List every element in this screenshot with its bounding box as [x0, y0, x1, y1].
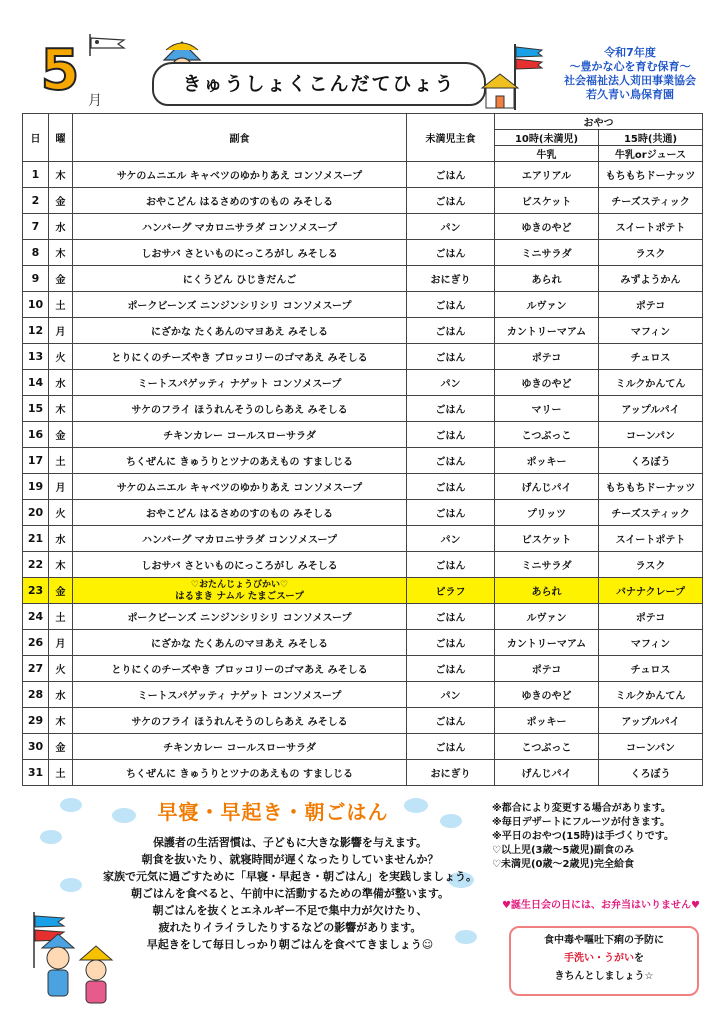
header-snack-15: 15時(共通) — [599, 130, 703, 146]
day-cell: 23 — [23, 578, 49, 604]
day-cell: 22 — [23, 552, 49, 578]
side-dish-cell: おやこどん はるさめのすのもの みそしる — [73, 500, 407, 526]
staple-cell: ごはん — [407, 448, 495, 474]
snack-10-cell: プリッツ — [495, 500, 599, 526]
snack-15-cell: ポテコ — [599, 604, 703, 630]
day-cell: 29 — [23, 708, 49, 734]
birthday-note: ♥誕生日会の日には、お弁当はいりません♥ — [502, 900, 700, 911]
day-cell: 24 — [23, 604, 49, 630]
staple-cell: ごはん — [407, 604, 495, 630]
menu-row — [23, 578, 703, 604]
snack-10-cell: ポテコ — [495, 656, 599, 682]
snack-15-cell: スイートポテト — [599, 214, 703, 240]
day-cell: 9 — [23, 266, 49, 292]
staple-cell: パン — [407, 526, 495, 552]
cloud-decoration — [440, 814, 462, 828]
side-dish-cell: しおサバ さといものにっころがし みそしる — [73, 552, 407, 578]
menu-row — [23, 604, 703, 630]
side-dish-cell: ポークビーンズ ニンジンシリシリ コンソメスープ — [73, 604, 407, 630]
snack-10-cell: カントリーマアム — [495, 318, 599, 344]
snack-10-cell: ビスケット — [495, 526, 599, 552]
weekday-cell: 金 — [49, 578, 73, 604]
staple-cell: パン — [407, 214, 495, 240]
snack-10-cell: エアリアル — [495, 162, 599, 188]
snack-10-cell: カントリーマアム — [495, 630, 599, 656]
weekday-cell: 月 — [49, 474, 73, 500]
day-cell: 10 — [23, 292, 49, 318]
snack-10-cell: ミニサラダ — [495, 240, 599, 266]
weekday-cell: 木 — [49, 552, 73, 578]
side-dish-cell: チキンカレー コールスローサラダ — [73, 422, 407, 448]
header — [0, 0, 723, 112]
snack-15-cell: バナナクレープ — [599, 578, 703, 604]
snack-15-cell: チュロス — [599, 656, 703, 682]
side-dish-cell: サケのムニエル キャベツのゆかりあえ コンソメスープ — [73, 162, 407, 188]
snack-10-cell: ポッキー — [495, 448, 599, 474]
weekday-cell: 金 — [49, 422, 73, 448]
month-unit: 月 — [88, 93, 102, 109]
staple-cell: ごはん — [407, 656, 495, 682]
staple-cell: ごはん — [407, 162, 495, 188]
snack-15-cell: チーズスティック — [599, 500, 703, 526]
cloud-decoration — [40, 830, 62, 844]
org-line: 若久青い鳥保育園 — [586, 88, 674, 101]
day-cell: 1 — [23, 162, 49, 188]
message-line: 疲れたりイライラしたりするなどの影響があります。 — [158, 921, 422, 934]
menu-row — [23, 474, 703, 500]
side-dish-cell: ハンバーグ マカロニサラダ コンソメスープ — [73, 214, 407, 240]
weekday-cell: 土 — [49, 448, 73, 474]
snack-15-cell: マフィン — [599, 318, 703, 344]
menu-row — [23, 162, 703, 188]
header-weekday: 曜 — [49, 114, 73, 162]
month-number: 5 — [40, 38, 80, 103]
hygiene-notice — [509, 926, 699, 996]
snack-15-cell: ポテコ — [599, 292, 703, 318]
weekday-cell: 水 — [49, 370, 73, 396]
side-dish-cell: サケのフライ ほうれんそうのしらあえ みそしる — [73, 708, 407, 734]
weekday-cell: 金 — [49, 188, 73, 214]
side-dish-cell: ちくぜんに きゅうりとツナのあえもの すましじる — [73, 760, 407, 786]
menu-row — [23, 734, 703, 760]
side-dish-cell: サケのフライ ほうれんそうのしらあえ みそしる — [73, 396, 407, 422]
snack-15-cell: もちもちドーナッツ — [599, 474, 703, 500]
header-snack-10: 10時(未満児) — [495, 130, 599, 146]
staple-cell: おにぎり — [407, 760, 495, 786]
snack-10-cell: ルヴァン — [495, 292, 599, 318]
snack-10-cell: マリー — [495, 396, 599, 422]
header-snack-group: おやつ — [495, 114, 703, 130]
snack-15-cell: みずようかん — [599, 266, 703, 292]
menu-row — [23, 760, 703, 786]
snack-15-cell: スイートポテト — [599, 526, 703, 552]
staple-cell: ごはん — [407, 552, 495, 578]
menu-row — [23, 214, 703, 240]
snack-10-cell: ゆきのやど — [495, 682, 599, 708]
message-line: 朝ごはんを抜くとエネルギー不足で集中力が欠けたり、 — [152, 904, 428, 917]
side-dish-text: はるまき ナムル たまごスープ — [175, 590, 304, 602]
weekday-cell: 木 — [49, 162, 73, 188]
message-block — [90, 834, 490, 953]
message-line: 早起きをして毎日しっかり朝ごはんを食べてきましょう☺ — [146, 938, 434, 951]
staple-cell: ごはん — [407, 708, 495, 734]
snack-15-cell: ラスク — [599, 552, 703, 578]
message-line: 保護者の生活習慣は、子どもに大きな影響を与えます。 — [152, 836, 428, 849]
menu-row — [23, 708, 703, 734]
section-title: 早寝・早起き・朝ごはん — [157, 800, 389, 824]
day-cell: 15 — [23, 396, 49, 422]
side-dish-cell: しおサバ さといものにっころがし みそしる — [73, 240, 407, 266]
school-house-icon — [480, 44, 544, 110]
snack-10-cell: げんじパイ — [495, 474, 599, 500]
snack-15-cell: アップルパイ — [599, 708, 703, 734]
snack-15-cell: くろぼう — [599, 448, 703, 474]
menu-row — [23, 552, 703, 578]
staple-cell: ごはん — [407, 396, 495, 422]
staple-cell: ごはん — [407, 630, 495, 656]
menu-row — [23, 266, 703, 292]
side-dish-cell — [73, 578, 407, 604]
day-cell: 12 — [23, 318, 49, 344]
side-dish-cell: とりにくのチーズやき ブロッコリーのゴマあえ みそしる — [73, 344, 407, 370]
bottom-section — [0, 790, 723, 1024]
hygiene-line: 食中毒や嘔吐下痢の予防に — [544, 935, 664, 946]
cloud-decoration — [404, 798, 428, 813]
koinobori-icon — [86, 34, 130, 56]
day-cell: 14 — [23, 370, 49, 396]
weekday-cell: 木 — [49, 240, 73, 266]
staple-cell: ごはん — [407, 734, 495, 760]
weekday-cell: 水 — [49, 214, 73, 240]
header-milk-15: 牛乳orジュース — [599, 146, 703, 162]
snack-10-cell: ゆきのやど — [495, 214, 599, 240]
day-cell: 17 — [23, 448, 49, 474]
weekday-cell: 金 — [49, 266, 73, 292]
day-cell: 13 — [23, 344, 49, 370]
day-cell: 20 — [23, 500, 49, 526]
header-side-dish: 副食 — [73, 114, 407, 162]
day-cell: 21 — [23, 526, 49, 552]
hygiene-emphasis: 手洗い・うがい — [564, 953, 634, 964]
staple-cell: ごはん — [407, 500, 495, 526]
snack-10-cell: ポテコ — [495, 344, 599, 370]
weekday-cell: 火 — [49, 500, 73, 526]
menu-row — [23, 630, 703, 656]
organization-info — [545, 46, 715, 102]
snack-15-cell: くろぼう — [599, 760, 703, 786]
snack-15-cell: コーンパン — [599, 734, 703, 760]
snack-15-cell: ミルクかんてん — [599, 682, 703, 708]
weekday-cell: 金 — [49, 734, 73, 760]
snack-15-cell: マフィン — [599, 630, 703, 656]
snack-15-cell: チーズスティック — [599, 188, 703, 214]
weekday-cell: 月 — [49, 318, 73, 344]
side-dish-cell: にざかな たくあんのマヨあえ みそしる — [73, 318, 407, 344]
message-line: 朝食を抜いたり、就寝時間が遅くなったりしていませんか？ — [141, 853, 439, 866]
header-milk-10: 牛乳 — [495, 146, 599, 162]
note-line: ♡以上児(3歳～5歳児)副食のみ — [492, 845, 635, 856]
snack-15-cell: ラスク — [599, 240, 703, 266]
menu-row — [23, 370, 703, 396]
weekday-cell: 火 — [49, 656, 73, 682]
staple-cell: パン — [407, 370, 495, 396]
weekday-cell: 木 — [49, 708, 73, 734]
staple-cell: パン — [407, 682, 495, 708]
snack-10-cell: こつぶっこ — [495, 422, 599, 448]
staple-cell: ごはん — [407, 422, 495, 448]
day-cell: 26 — [23, 630, 49, 656]
staple-cell: ごはん — [407, 292, 495, 318]
snack-10-cell: ミニサラダ — [495, 552, 599, 578]
hygiene-line: きちんとしましょう☆ — [554, 971, 654, 982]
snack-15-cell: アップルパイ — [599, 396, 703, 422]
snack-10-cell: ポッキー — [495, 708, 599, 734]
staple-cell: ごはん — [407, 344, 495, 370]
day-cell: 27 — [23, 656, 49, 682]
weekday-cell: 月 — [49, 630, 73, 656]
menu-row — [23, 188, 703, 214]
snack-15-cell: チュロス — [599, 344, 703, 370]
menu-body — [23, 162, 703, 786]
snack-10-cell: あられ — [495, 266, 599, 292]
menu-row — [23, 292, 703, 318]
staple-cell: ごはん — [407, 318, 495, 344]
message-line: 家族で元気に過ごすために「早寝・早起き・朝ごはん」を実践しましょう。 — [103, 870, 477, 883]
staple-cell: ピラフ — [407, 578, 495, 604]
weekday-cell: 土 — [49, 292, 73, 318]
menu-table — [22, 113, 703, 786]
menu-row — [23, 344, 703, 370]
hygiene-line — [511, 950, 697, 968]
staple-cell: おにぎり — [407, 266, 495, 292]
page-title: きゅうしょくこんだてひょう — [152, 62, 486, 106]
weekday-cell: 水 — [49, 682, 73, 708]
snack-15-cell: もちもちドーナッツ — [599, 162, 703, 188]
side-dish-cell: おやこどん はるさめのすのもの みそしる — [73, 188, 407, 214]
cloud-decoration — [60, 878, 82, 892]
side-dish-cell: チキンカレー コールスローサラダ — [73, 734, 407, 760]
note-line: ♡未満児(0歳～2歳児)完全給食 — [492, 859, 635, 870]
menu-row — [23, 656, 703, 682]
menu-row — [23, 240, 703, 266]
org-line: ～豊かな心を育む保育～ — [569, 60, 691, 73]
menu-row — [23, 396, 703, 422]
weekday-cell: 火 — [49, 344, 73, 370]
hygiene-suffix: を — [634, 953, 644, 964]
menu-row — [23, 500, 703, 526]
children-koinobori-icon — [24, 908, 134, 1008]
snack-15-cell: コーンパン — [599, 422, 703, 448]
header-day: 日 — [23, 114, 49, 162]
menu-row — [23, 318, 703, 344]
message-line: 朝ごはんを食べると、午前中に活動するための準備が整います。 — [130, 887, 450, 900]
snack-10-cell: こつぶっこ — [495, 734, 599, 760]
cloud-decoration — [60, 798, 82, 812]
weekday-cell: 木 — [49, 396, 73, 422]
menu-row — [23, 682, 703, 708]
note-line: ※都合により変更する場合があります。 — [492, 803, 671, 814]
staple-cell: ごはん — [407, 188, 495, 214]
menu-row — [23, 526, 703, 552]
side-dish-cell: にざかな たくあんのマヨあえ みそしる — [73, 630, 407, 656]
side-dish-cell: ミートスパゲッティ ナゲット コンソメスープ — [73, 682, 407, 708]
day-cell: 19 — [23, 474, 49, 500]
weekday-cell: 水 — [49, 526, 73, 552]
day-cell: 8 — [23, 240, 49, 266]
day-cell: 30 — [23, 734, 49, 760]
snack-10-cell: ゆきのやど — [495, 370, 599, 396]
day-cell: 28 — [23, 682, 49, 708]
snack-10-cell: ルヴァン — [495, 604, 599, 630]
side-dish-cell: ポークビーンズ ニンジンシリシリ コンソメスープ — [73, 292, 407, 318]
weekday-cell: 土 — [49, 604, 73, 630]
day-cell: 2 — [23, 188, 49, 214]
header-staple: 未満児主食 — [407, 114, 495, 162]
side-dish-cell: ハンバーグ マカロニサラダ コンソメスープ — [73, 526, 407, 552]
org-line: 社会福祉法人苅田事業協会 — [564, 74, 696, 87]
staple-cell: ごはん — [407, 474, 495, 500]
day-cell: 31 — [23, 760, 49, 786]
side-dish-cell: とりにくのチーズやき ブロッコリーのゴマあえ みそしる — [73, 656, 407, 682]
side-dish-cell: にくうどん ひじきだんご — [73, 266, 407, 292]
org-line: 令和7年度 — [604, 46, 656, 59]
snack-10-cell: ビスケット — [495, 188, 599, 214]
day-cell: 16 — [23, 422, 49, 448]
note-line: ※平日のおやつ(15時)は手づくりです。 — [492, 831, 674, 842]
notes-block — [492, 802, 717, 872]
cloud-decoration — [112, 808, 136, 823]
event-label: ♡おたんじょうびかい♡ — [190, 579, 289, 590]
snack-10-cell: あられ — [495, 578, 599, 604]
note-line: ※毎日デザートにフルーツが付きます。 — [492, 817, 671, 828]
side-dish-cell: ちくぜんに きゅうりとツナのあえもの すましじる — [73, 448, 407, 474]
menu-row — [23, 448, 703, 474]
snack-15-cell: ミルクかんてん — [599, 370, 703, 396]
menu-row — [23, 422, 703, 448]
weekday-cell: 土 — [49, 760, 73, 786]
side-dish-cell: ミートスパゲッティ ナゲット コンソメスープ — [73, 370, 407, 396]
side-dish-cell: サケのムニエル キャベツのゆかりあえ コンソメスープ — [73, 474, 407, 500]
snack-10-cell: げんじパイ — [495, 760, 599, 786]
staple-cell: ごはん — [407, 240, 495, 266]
day-cell: 7 — [23, 214, 49, 240]
